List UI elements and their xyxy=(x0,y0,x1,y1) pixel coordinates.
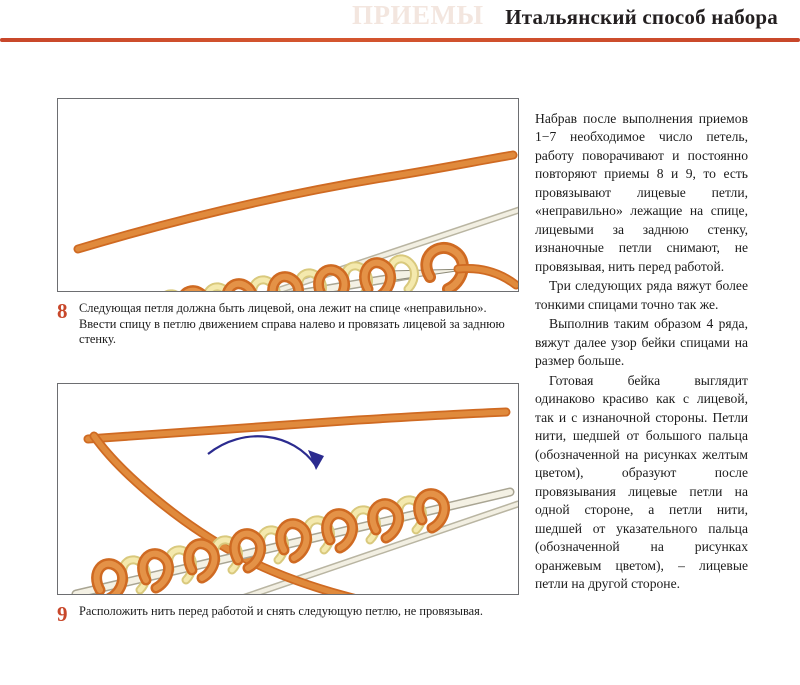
figure-block-9 xyxy=(57,383,519,626)
body-paragraph: Выполнив таким образом 4 ряда, вяжут далее узор бейки спицами на размер больше. xyxy=(535,316,748,369)
movement-arrow-icon xyxy=(208,436,324,470)
step-number-9: 9 xyxy=(57,602,68,626)
body-paragraph: Готовая бейка выглядит одинаково красиво как с лицевой, так и с изнаночной стороны. Петли нити, шедшей от большого пальца (обозначенной на рисунках желтым цветом), образуют после провязывания лицевые петли на одной стороне, а петли нити, шедшей от указательного пальца (обозначенной на рисунках оранжевым цветом), ‒ лицевые петли на другой стороне. xyxy=(535,372,748,592)
step-number-8: 8 xyxy=(57,299,68,323)
caption-step-9 xyxy=(57,602,519,626)
knitting-illustration-8 xyxy=(58,99,518,291)
body-text-column xyxy=(535,110,748,595)
figure-step-9 xyxy=(57,383,519,595)
figure-step-8 xyxy=(57,98,519,292)
header-divider-rule xyxy=(0,38,800,42)
body-paragraph: Набрав после выполнения приемов 1−7 необходимое число петель, работу поворачивают и постоянно повторяют приемы 8 и 9, то есть провязывают лицевые петли, «неправильно» лежащие на спице, лицевыми за заднюю стенку, изнаночные петли снимают, не провязывая, нить перед работой. xyxy=(535,111,748,274)
caption-step-8-text: Следующая петля должна быть лицевой, она лежит на спице «неправильно». Ввести спицу в петлю движением справа налево и провязать лицевой за заднюю стенку. xyxy=(79,301,505,347)
knitting-illustration-9 xyxy=(58,384,518,594)
body-paragraph: Три следующих ряда вяжут более тонкими спицами точно так же. xyxy=(535,278,748,312)
figure-block-8 xyxy=(57,98,519,348)
caption-step-9-text: Расположить нить перед работой и снять следующую петлю, не провязывая. xyxy=(79,604,483,618)
caption-step-8 xyxy=(57,301,519,348)
page-title: Итальянский способ набора xyxy=(505,5,778,29)
header-ghost-text: ПРИЕМЫ xyxy=(352,0,484,30)
page-header xyxy=(0,0,800,46)
